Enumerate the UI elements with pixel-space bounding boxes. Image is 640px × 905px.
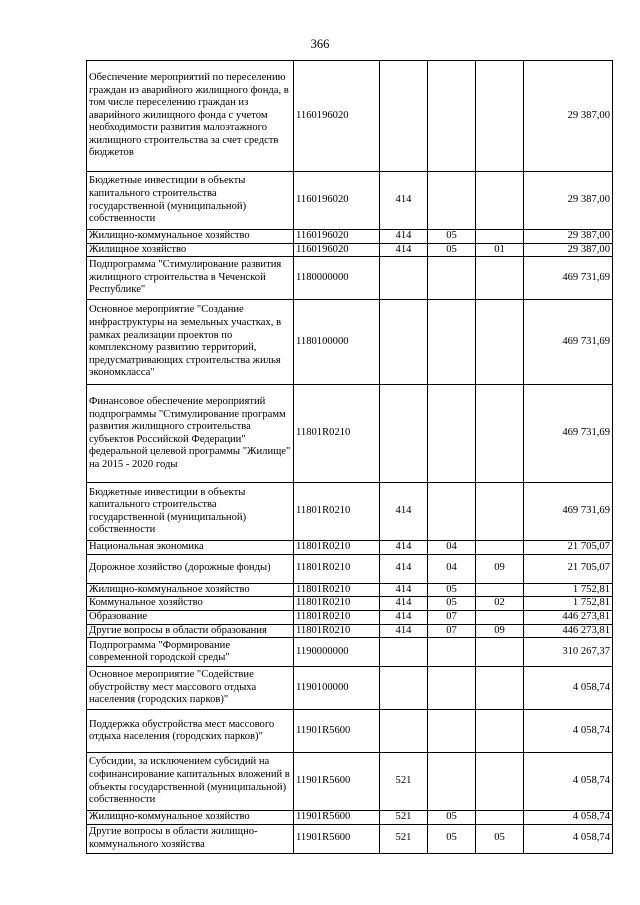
section-code: 05 — [428, 597, 476, 611]
target-code: 11801R0210 — [294, 583, 380, 597]
target-code: 11801R0210 — [294, 483, 380, 541]
table-row — [87, 554, 613, 583]
section-code — [428, 710, 476, 753]
expense-type — [380, 257, 428, 300]
subsection-code — [476, 583, 524, 597]
table-row — [87, 824, 613, 853]
section-code — [428, 172, 476, 230]
page-number: 366 — [310, 37, 330, 51]
expense-type: 521 — [380, 753, 428, 811]
table-row — [87, 667, 613, 710]
item-name: Обеспечение мероприятий по переселению граждан из аварийного жилищного фонда, в том числе переселению граждан из аварийного жилищного фонда с учетом необходимости развития малоэтажного жилищного строительства за счет средств бюджетов — [87, 61, 294, 172]
section-code: 05 — [428, 230, 476, 244]
table-row — [87, 61, 613, 172]
table-row — [87, 753, 613, 811]
item-name: Коммунальное хозяйство — [87, 597, 294, 611]
item-name: Поддержка обустройства мест массового отдыха населения (городских парков)" — [87, 710, 294, 753]
item-name: Жилищно-коммунальное хозяйство — [87, 230, 294, 244]
expense-type: 414 — [380, 583, 428, 597]
expense-type: 521 — [380, 824, 428, 853]
subsection-code: 05 — [476, 824, 524, 853]
section-code: 07 — [428, 610, 476, 624]
item-name: Образование — [87, 610, 294, 624]
expense-type — [380, 638, 428, 667]
subsection-code — [476, 257, 524, 300]
table-row — [87, 230, 613, 244]
table-row — [87, 541, 613, 555]
target-code: 11901R5600 — [294, 824, 380, 853]
target-code: 1160196020 — [294, 61, 380, 172]
section-code — [428, 753, 476, 811]
section-code — [428, 300, 476, 385]
table-row — [87, 597, 613, 611]
item-name: Бюджетные инвестиции в объекты капитального строительства государственной (муниципальной) собственности — [87, 172, 294, 230]
table-row — [87, 638, 613, 667]
subsection-code — [476, 172, 524, 230]
expense-type: 414 — [380, 624, 428, 638]
amount: 469 731,69 — [524, 385, 613, 483]
section-code: 04 — [428, 554, 476, 583]
target-code: 11901R5600 — [294, 710, 380, 753]
item-name: Другие вопросы в области жилищно-коммунального хозяйства — [87, 824, 294, 853]
target-code: 1160196020 — [294, 172, 380, 230]
amount: 21 705,07 — [524, 541, 613, 555]
item-name: Другие вопросы в области образования — [87, 624, 294, 638]
subsection-code — [476, 811, 524, 825]
amount: 4 058,74 — [524, 753, 613, 811]
subsection-code — [476, 753, 524, 811]
amount: 4 058,74 — [524, 710, 613, 753]
item-name: Жилищное хозяйство — [87, 243, 294, 257]
expense-type: 414 — [380, 541, 428, 555]
section-code — [428, 61, 476, 172]
item-name: Бюджетные инвестиции в объекты капитального строительства государственной (муниципальной) собственности — [87, 483, 294, 541]
expense-type: 414 — [380, 483, 428, 541]
section-code — [428, 257, 476, 300]
table-row — [87, 624, 613, 638]
amount: 29 387,00 — [524, 172, 613, 230]
subsection-code — [476, 610, 524, 624]
expense-type: 414 — [380, 243, 428, 257]
item-name: Финансовое обеспечение мероприятий подпрограммы "Стимулирование программ развития жилищного строительства субъектов Российской Федерации" федеральной целевой программы "Жилище" на 2015 - 2020 годы — [87, 385, 294, 483]
item-name: Подпрограмма "Формирование современной городской среды" — [87, 638, 294, 667]
target-code: 11801R0210 — [294, 624, 380, 638]
amount: 29 387,00 — [524, 61, 613, 172]
section-code — [428, 385, 476, 483]
amount: 29 387,00 — [524, 230, 613, 244]
table-row — [87, 483, 613, 541]
amount: 4 058,74 — [524, 811, 613, 825]
amount: 310 267,37 — [524, 638, 613, 667]
item-name: Дорожное хозяйство (дорожные фонды) — [87, 554, 294, 583]
subsection-code — [476, 710, 524, 753]
expense-type: 414 — [380, 230, 428, 244]
target-code: 11801R0210 — [294, 554, 380, 583]
expense-type: 414 — [380, 597, 428, 611]
section-code: 05 — [428, 243, 476, 257]
expense-type: 414 — [380, 172, 428, 230]
target-code: 11801R0210 — [294, 610, 380, 624]
table-row — [87, 811, 613, 825]
amount: 469 731,69 — [524, 257, 613, 300]
expense-type: 414 — [380, 610, 428, 624]
section-code — [428, 638, 476, 667]
target-code: 11801R0210 — [294, 541, 380, 555]
section-code: 05 — [428, 811, 476, 825]
subsection-code — [476, 61, 524, 172]
target-code: 1160196020 — [294, 243, 380, 257]
subsection-code — [476, 385, 524, 483]
item-name: Национальная экономика — [87, 541, 294, 555]
section-code — [428, 483, 476, 541]
target-code: 1190100000 — [294, 667, 380, 710]
table-row — [87, 385, 613, 483]
item-name: Основное мероприятие "Содействие обустройству мест массового отдыха населения (городских парков)" — [87, 667, 294, 710]
amount: 4 058,74 — [524, 824, 613, 853]
subsection-code — [476, 230, 524, 244]
table-row — [87, 300, 613, 385]
table-row — [87, 243, 613, 257]
amount: 446 273,81 — [524, 624, 613, 638]
target-code: 11901R5600 — [294, 811, 380, 825]
target-code: 11801R0210 — [294, 597, 380, 611]
target-code: 11901R5600 — [294, 753, 380, 811]
expense-type — [380, 385, 428, 483]
amount: 1 752,81 — [524, 583, 613, 597]
subsection-code — [476, 541, 524, 555]
amount: 4 058,74 — [524, 667, 613, 710]
table-row — [87, 610, 613, 624]
amount: 1 752,81 — [524, 597, 613, 611]
subsection-code: 09 — [476, 624, 524, 638]
amount: 21 705,07 — [524, 554, 613, 583]
budget-table — [86, 60, 613, 854]
item-name: Субсидии, за исключением субсидий на софинансирование капитальных вложений в объекты государственной (муниципальной) собственности — [87, 753, 294, 811]
expense-type — [380, 667, 428, 710]
subsection-code — [476, 638, 524, 667]
section-code: 05 — [428, 583, 476, 597]
table-row — [87, 583, 613, 597]
item-name: Подпрограмма "Стимулирование развития жилищного строительства в Чеченской Республике" — [87, 257, 294, 300]
target-code: 11801R0210 — [294, 385, 380, 483]
target-code: 1180000000 — [294, 257, 380, 300]
expense-type: 414 — [380, 554, 428, 583]
amount: 29 387,00 — [524, 243, 613, 257]
expense-type — [380, 710, 428, 753]
amount: 469 731,69 — [524, 483, 613, 541]
expense-type — [380, 61, 428, 172]
subsection-code: 09 — [476, 554, 524, 583]
table-row — [87, 172, 613, 230]
amount: 446 273,81 — [524, 610, 613, 624]
section-code: 05 — [428, 824, 476, 853]
table-row — [87, 710, 613, 753]
item-name: Жилищно-коммунальное хозяйство — [87, 811, 294, 825]
subsection-code: 01 — [476, 243, 524, 257]
item-name: Жилищно-коммунальное хозяйство — [87, 583, 294, 597]
target-code: 1180100000 — [294, 300, 380, 385]
subsection-code — [476, 667, 524, 710]
target-code: 1190000000 — [294, 638, 380, 667]
subsection-code: 02 — [476, 597, 524, 611]
subsection-code — [476, 483, 524, 541]
target-code: 1160196020 — [294, 230, 380, 244]
amount: 469 731,69 — [524, 300, 613, 385]
table-row — [87, 257, 613, 300]
expense-type — [380, 300, 428, 385]
section-code: 04 — [428, 541, 476, 555]
subsection-code — [476, 300, 524, 385]
section-code — [428, 667, 476, 710]
section-code: 07 — [428, 624, 476, 638]
expense-type: 521 — [380, 811, 428, 825]
item-name: Основное мероприятие "Создание инфраструктуры на земельных участках, в рамках реализации проектов по комплексному развитию территорий, предусматривающих строительства жилья экономкласса" — [87, 300, 294, 385]
